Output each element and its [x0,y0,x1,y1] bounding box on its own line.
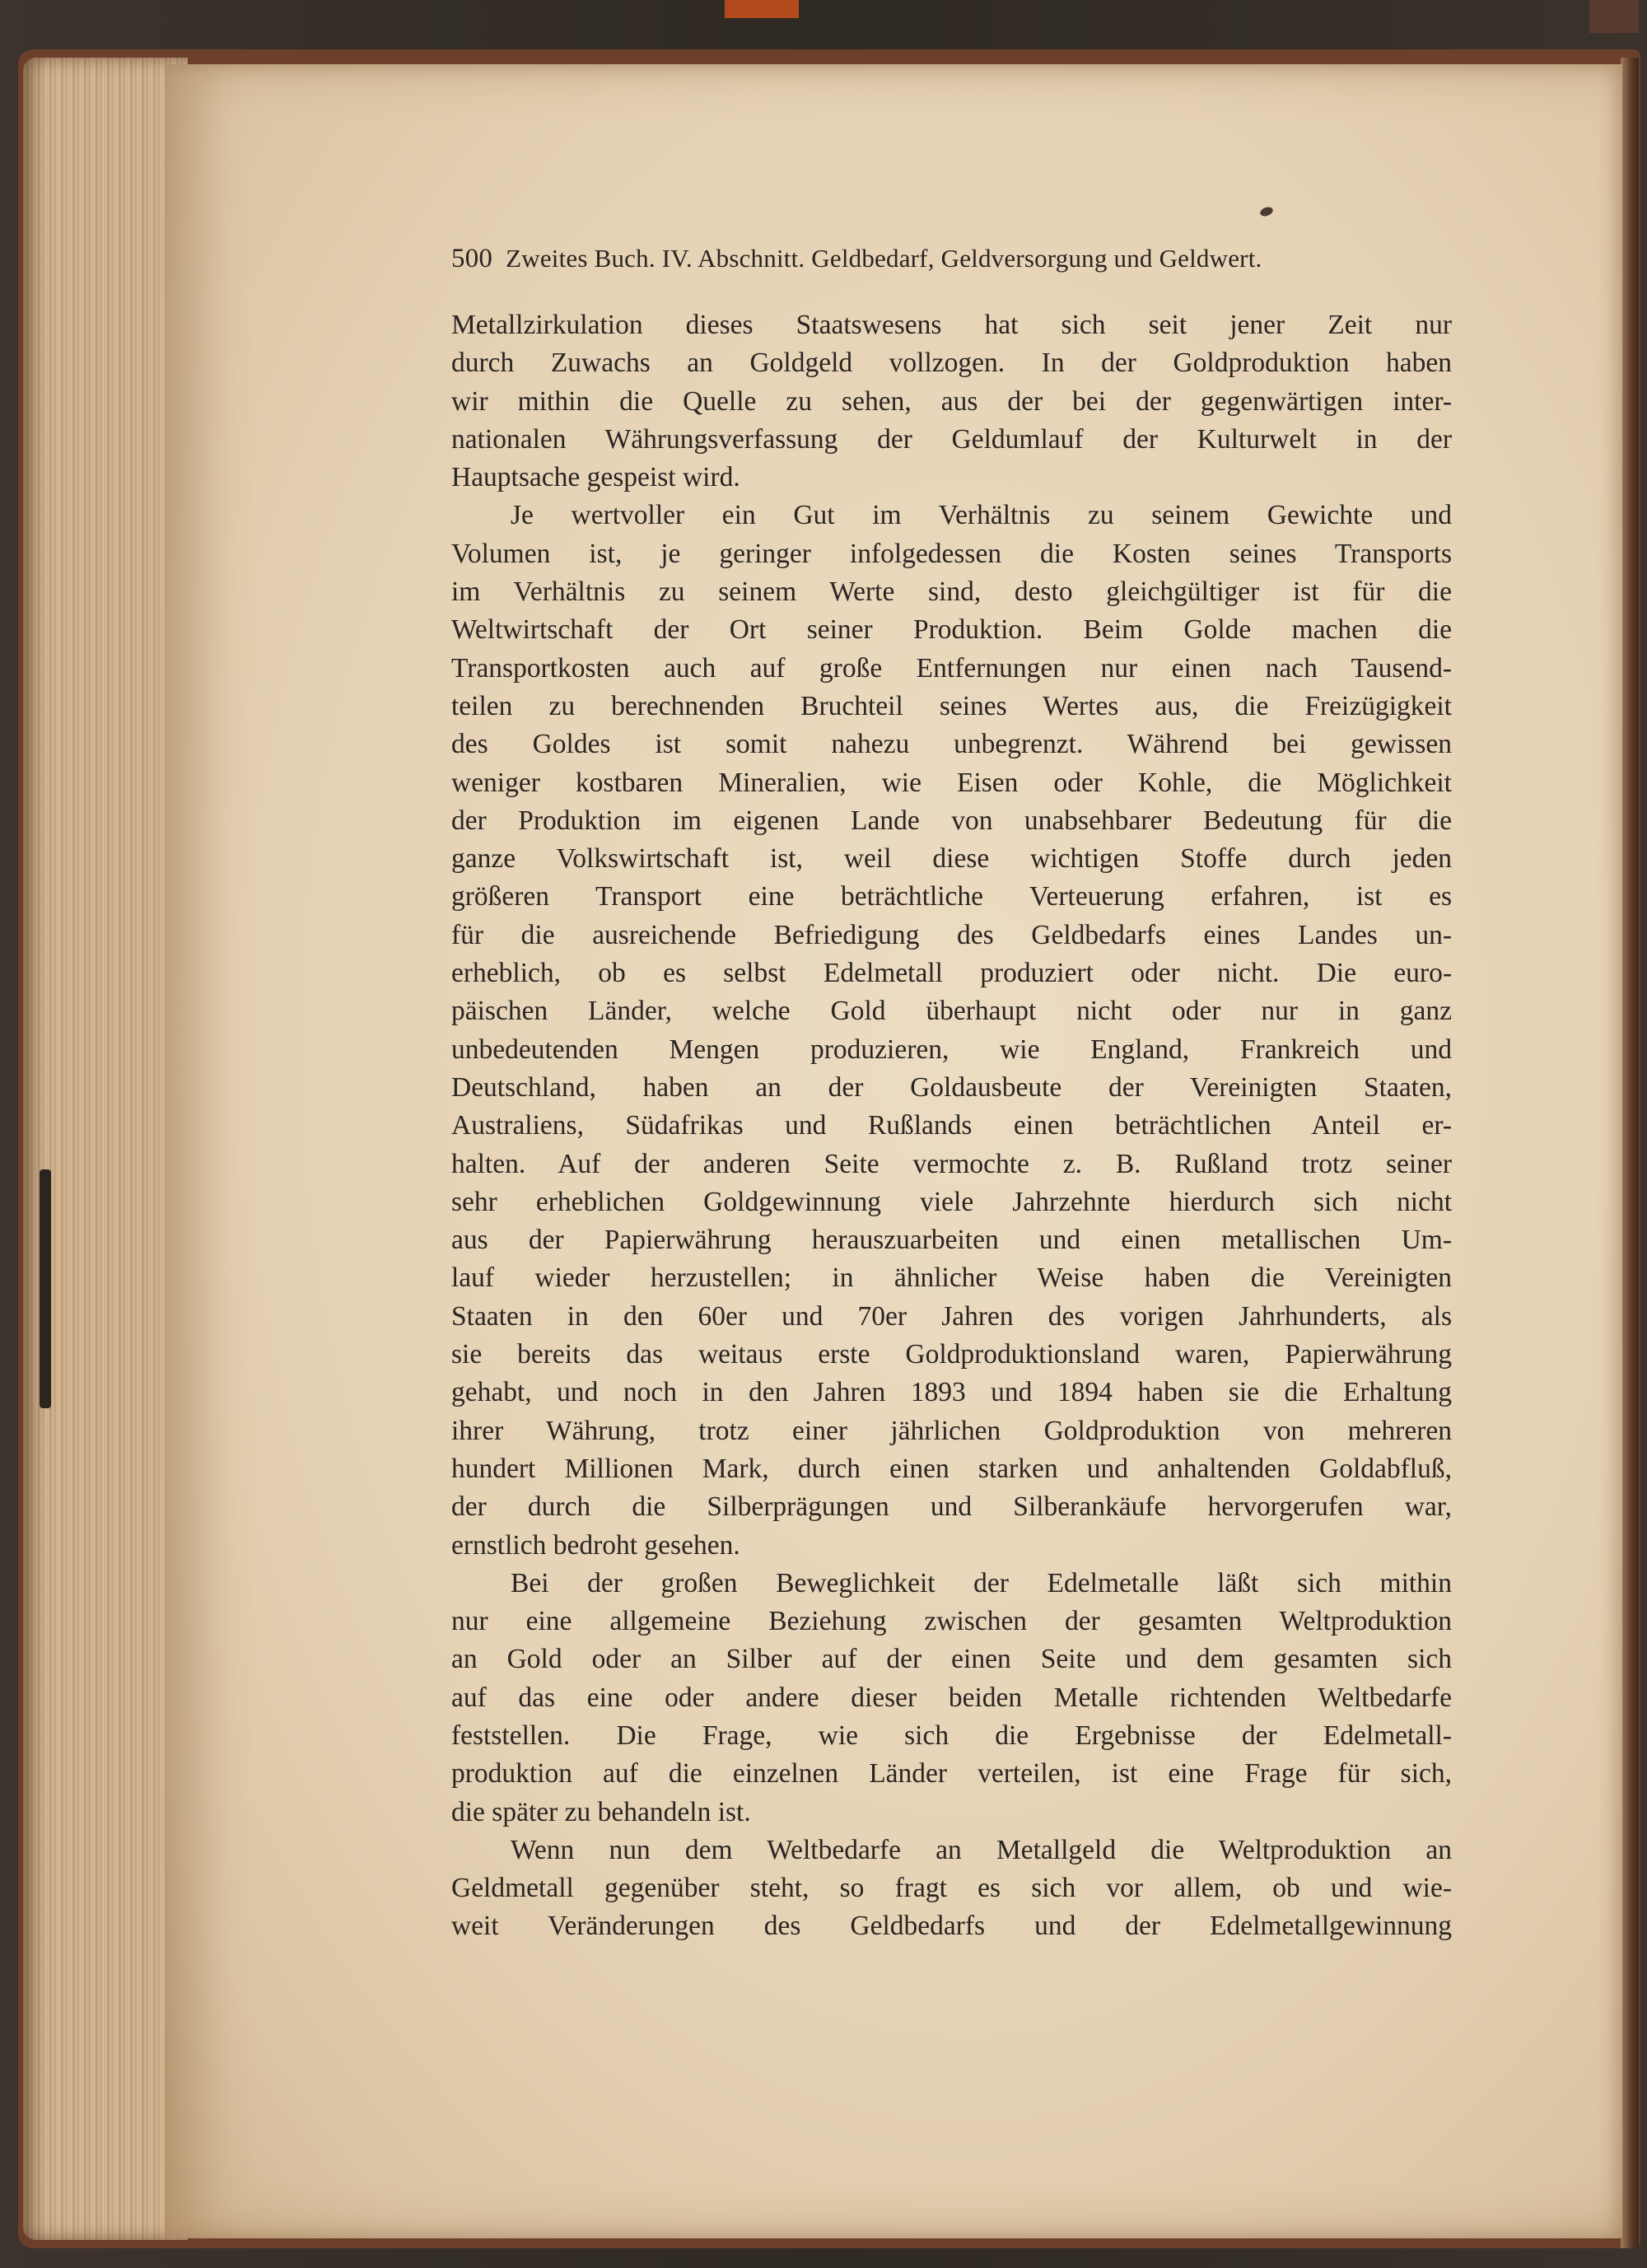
text-line: ernstlich bedroht gesehen. [451,1529,740,1561]
text-line: größeren Transport eine beträchtliche Verteuerung erfahren, ist es [451,881,1452,912]
running-header [451,244,1415,274]
page-edges [23,58,188,2240]
page-number: 500 [451,244,493,273]
paragraph [451,1832,1452,1946]
text-line: für die ausreichende Befriedigung des Geldbedarfs eines Landes un- [451,919,1452,950]
text-line: lauf wieder herzustellen; in ähnlicher Weise haben die Vereinigten [451,1262,1452,1294]
text-line: Geldmetall gegenüber steht, so fragt es sich vor allem, ob und wie- [451,1873,1452,1904]
text-line: teilen zu berechnenden Bruchteil seines Wertes aus, die Freizügigkeit [451,690,1452,721]
text-line: Wenn nun dem Weltbedarfe an Metallgeld die Weltproduktion an [511,1834,1452,1865]
text-line: Deutschland, haben an der Goldausbeute der Vereinigten Staaten, [451,1071,1452,1103]
text-line: des Goldes ist somit nahezu unbegrenzt. Während bei gewissen [451,729,1452,760]
text-line: Transportkosten auch auf große Entfernungen nur einen nach Tausend- [451,652,1452,684]
text-line: weit Veränderungen des Geldbedarfs und der Edelmetallgewinnung [451,1911,1452,1942]
text-line: aus der Papierwährung herauszuarbeiten und einen metallischen Um- [451,1225,1452,1256]
paragraph [451,306,1452,497]
text-line: an Gold oder an Silber auf der einen Seite und dem gesamten sich [451,1644,1452,1675]
paragraph [451,497,1452,1564]
text-line: wir mithin die Quelle zu sehen, aus der bei der gegenwärtigen inter- [451,385,1452,417]
text-line: der Produktion im eigenen Lande von unabsehbarer Bedeutung für die [451,805,1452,836]
book-right-edge [1621,58,1639,2248]
text-line: erheblich, ob es selbst Edelmetall produziert oder nicht. Die euro- [451,958,1452,989]
text-line: Volumen ist, je geringer infolgedessen die Kosten seines Transports [451,538,1452,569]
text-line: feststellen. Die Frage, wie sich die Ergebnisse der Edelmetall- [451,1720,1452,1751]
text-line: ihrer Währung, trotz einer jährlichen Goldproduktion von mehreren [451,1415,1452,1446]
text-line: Australiens, Südafrikas und Rußlands einen beträchtlichen Anteil er- [451,1110,1452,1141]
text-line: Weltwirtschaft der Ort seiner Produktion. Beim Golde machen die [451,614,1452,646]
text-line: die später zu behandeln ist. [451,1796,751,1827]
text-line: weniger kostbaren Mineralien, wie Eisen oder Kohle, die Möglichkeit [451,767,1452,798]
text-line: sie bereits das weitaus erste Goldproduktionsland waren, Papierwährung [451,1339,1452,1370]
text-line: halten. Auf der anderen Seite vermochte z. B. Rußland trotz seiner [451,1148,1452,1179]
text-line: Je wertvoller ein Gut im Verhältnis zu seinem Gewichte und [511,500,1452,531]
spine-tab [40,1169,51,1408]
text-line: sehr erheblichen Goldgewinnung viele Jahrzehnte hierdurch sich nicht [451,1186,1452,1217]
text-line: Hauptsache gespeist wird. [451,462,740,493]
text-line: produktion auf die einzelnen Länder verteilen, ist eine Frage für sich, [451,1758,1452,1790]
bookmark-ribbon [725,0,799,18]
text-line: hundert Millionen Mark, durch einen starken und anhaltenden Goldabfluß, [451,1453,1452,1484]
text-line: der durch die Silberprägungen und Silberankäufe hervorgerufen war, [451,1491,1452,1523]
text-line: im Verhältnis zu seinem Werte sind, desto gleichgültiger ist für die [451,576,1452,608]
text-line: nur eine allgemeine Beziehung zwischen der gesamten Weltproduktion [451,1606,1452,1637]
running-title: Zweites Buch. IV. Abschnitt. Geldbedarf, Geldversorgung und Geldwert. [506,244,1262,273]
text-line: durch Zuwachs an Goldgeld vollzogen. In der Goldproduktion haben [451,348,1452,379]
text-line: unbedeutenden Mengen produzieren, wie England, Frankreich und [451,1034,1452,1065]
text-line: päischen Länder, welche Gold überhaupt nicht oder nur in ganz [451,996,1452,1027]
text-line: Metallzirkulation dieses Staatswesens hat sich seit jener Zeit nur [451,310,1452,340]
paragraph [451,1565,1452,1832]
text-line: Staaten in den 60er und 70er Jahren des vorigen Jahrhunderts, als [451,1300,1452,1332]
text-line: Bei der großen Beweglichkeit der Edelmetalle läßt sich mithin [511,1567,1452,1598]
text-line: gehabt, und noch in den Jahren 1893 und 1894 haben sie die Erhaltung [451,1377,1452,1408]
book-corner [1589,0,1639,33]
text-line: ganze Volkswirtschaft ist, weil diese wichtigen Stoffe durch jeden [451,843,1452,875]
text-line: nationalen Währungsverfassung der Geldumlauf der Kulturwelt in der [451,423,1452,455]
body-text [451,306,1452,1946]
text-line: auf das eine oder andere dieser beiden Metalle richtenden Weltbedarfe [451,1682,1452,1713]
